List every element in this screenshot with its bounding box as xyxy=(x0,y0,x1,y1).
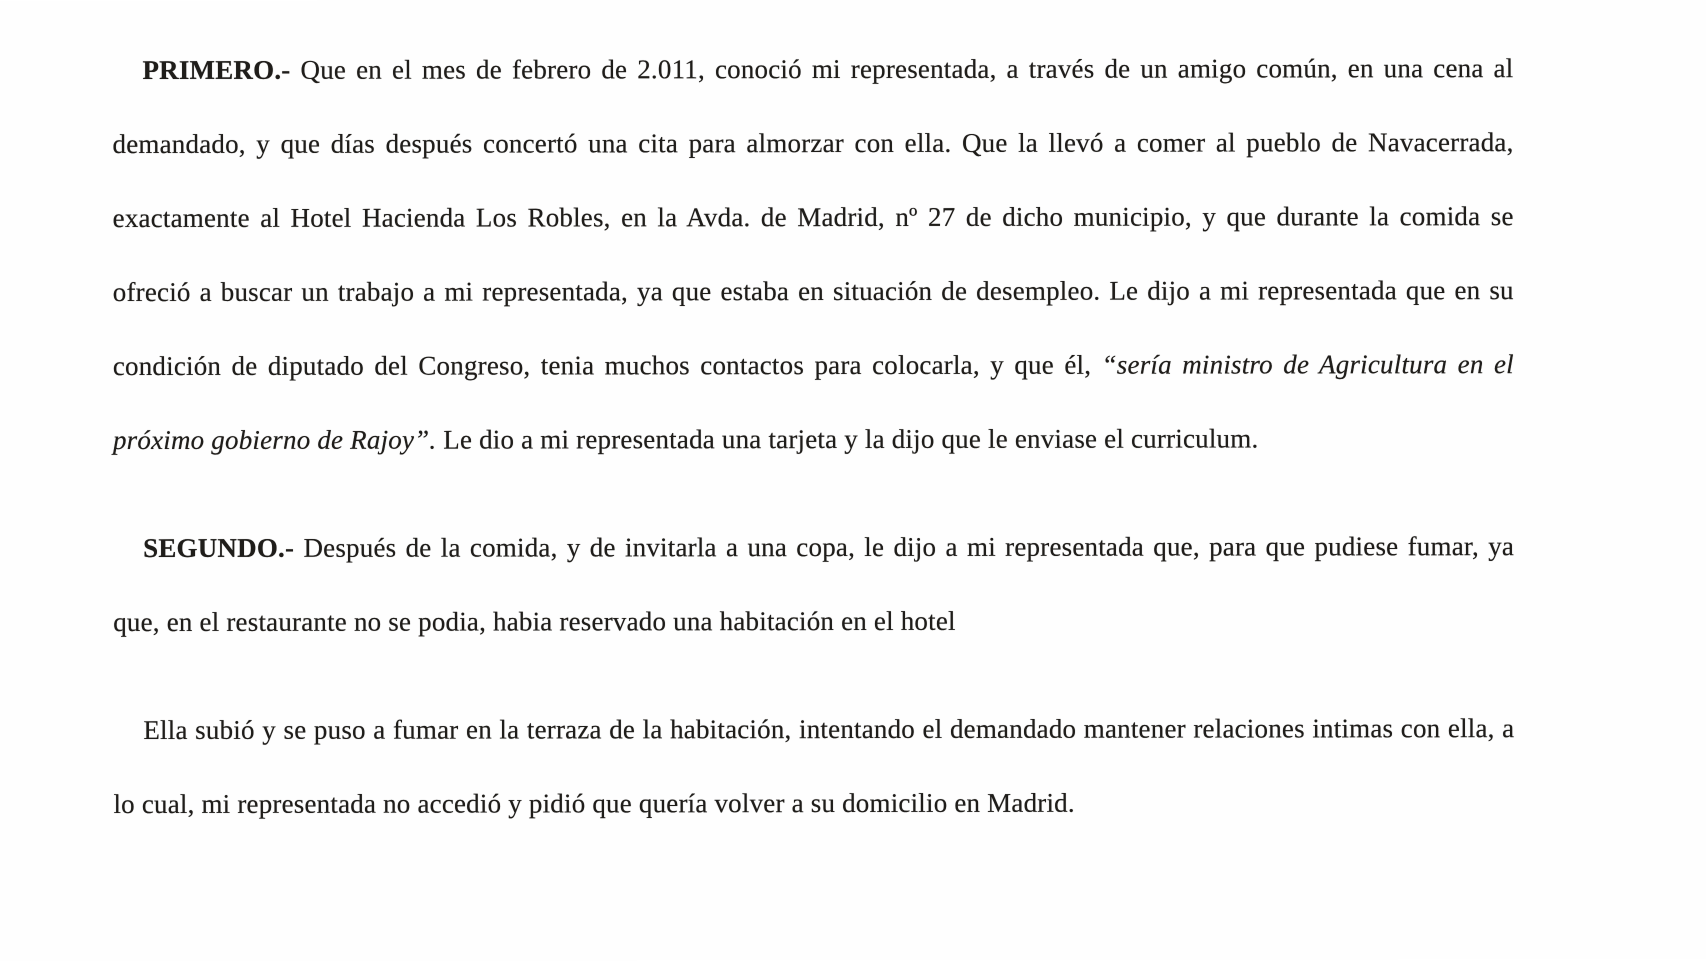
quoted-statement: “sería ministro de Agricultura en el próximo gobierno de Rajoy”. xyxy=(112,349,1514,456)
paragraph-primero-text-after-quote: Le dio a mi representada una tarjeta y la dijo que le enviase el curriculum. xyxy=(436,423,1259,455)
paragraph-tercero-text: Ella subió y se puso a fumar en la terraza de la habitación, intentando el demandado mantener relaciones intimas con ella, a lo cual, mi representada no accedió y pidió que quería volver a su domicilio en Madrid. xyxy=(113,713,1515,820)
paragraph-primero xyxy=(112,31,1514,477)
paragraph-segundo-text: Después de la comida, y de invitarla a una copa, le dijo a mi representada que, para que pudiese fumar, ya que, en el restaurante no se podia, habia reservado una habitación en el hotel xyxy=(113,531,1515,638)
paragraph-primero-label: PRIMERO.- xyxy=(142,54,301,85)
paragraph-segundo-label: SEGUNDO.- xyxy=(143,532,304,563)
paragraph-tercero xyxy=(113,691,1514,841)
paragraph-segundo xyxy=(113,509,1514,659)
paragraph-primero-text: Que en el mes de febrero de 2.011, conoció mi representada, a través de un amigo común, en una cena al demandado, y que días después concertó una cita para almorzar con ella. Que la llevó a comer al pueblo de Navacerrada, exactamente al Hotel Hacienda Los Robles, en la Avda. de Madrid, nº 27 de dicho municipio, y que durante la comida se ofreció a buscar un trabajo a mi representada, ya que estaba en situación de desempleo. Le dijo a mi representada que en su condición de diputado del Congreso, tenia muchos contactos para colocarla, y que él, xyxy=(112,53,1514,382)
